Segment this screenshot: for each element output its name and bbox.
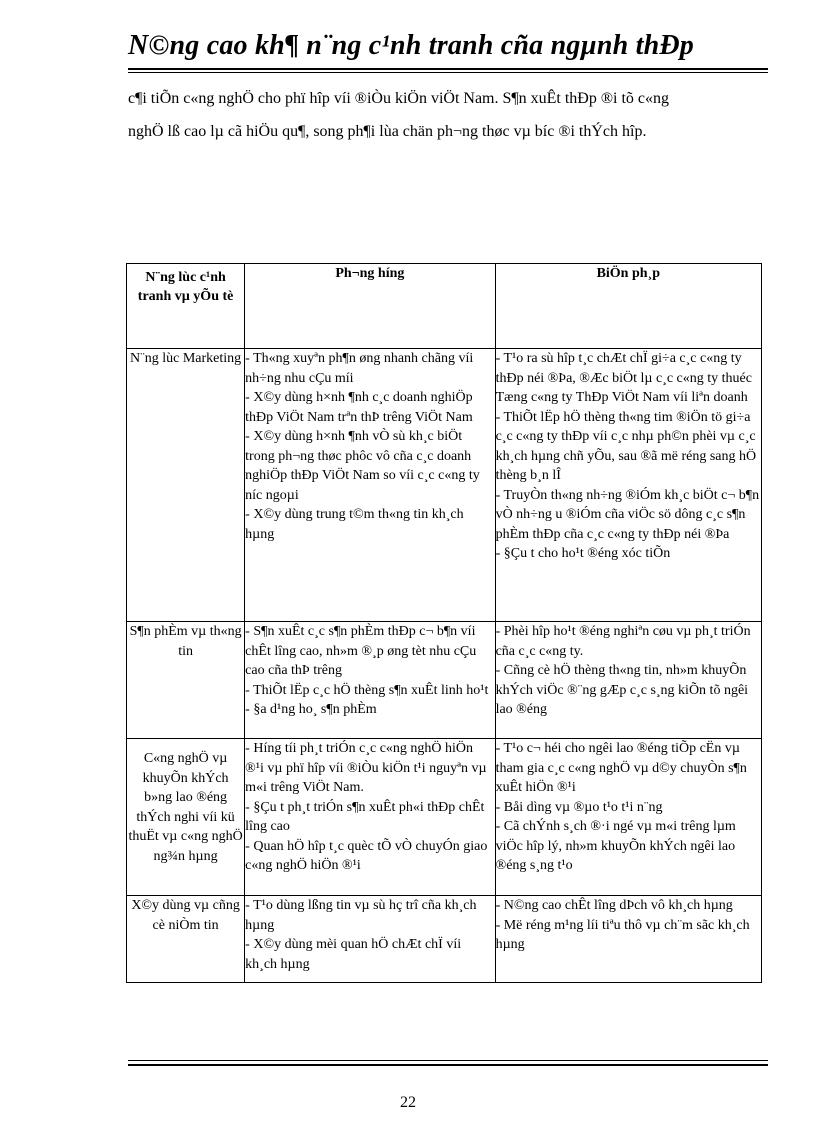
row-solutions xyxy=(495,349,761,622)
row-directions xyxy=(245,622,495,739)
row-factor: X©y dùng vµ cñng cè niÒm tin xyxy=(127,896,245,983)
solution-item: - TruyÒn th«ng nh÷ng ®iÓm kh¸c biÖt c¬ b¶n vÒ nh÷ng u ®iÓm cña viÖc sö dông c¸c s¶n phÈm thÐp cña c¸c c«ng ty thÐp néi ®Þa xyxy=(495,487,760,542)
direction-item: - X©y dùng trung t©m th«ng tin kh¸ch hµng xyxy=(245,507,464,542)
direction-item: - §Çu t ph¸t triÓn s¶n xuÊt ph«i thÐp chÊt lîng cao xyxy=(245,799,485,834)
row-directions xyxy=(245,349,495,622)
direction-item: - ThiÕt lËp c¸c hÖ thèng s¶n xuÊt linh ho¹t xyxy=(245,682,489,698)
direction-item: - X©y dùng h×nh ¶nh vÒ sù kh¸c biÖt trong ph¬ng thøc phôc vô cña c¸c doanh nghiÖp thÐp ViÖt Nam so víi c¸c c«ng ty níc ngoµi xyxy=(245,429,480,503)
table-row xyxy=(127,739,762,896)
header-direction: Ph¬ng híng xyxy=(245,264,495,349)
direction-item: - X©y dùng mèi quan hÖ chÆt chÏ víi kh¸ch hµng xyxy=(245,937,462,972)
strategy-table xyxy=(126,263,762,983)
solution-item: - Phèi hîp ho¹t ®éng nghiªn cøu vµ ph¸t triÓn cña c¸c c«ng ty. xyxy=(495,624,751,659)
intro-paragraph xyxy=(128,82,778,148)
row-factor: S¶n phÈm vµ th«ng tin xyxy=(127,622,245,739)
row-factor: C«ng nghÖ vµ khuyÕn khÝch b»ng lao ®éng thÝch nghi víi kü thuËt vµ c«ng nghÖ ng¾n hµng xyxy=(127,739,245,896)
footer-rule xyxy=(128,1060,768,1066)
page-header xyxy=(128,28,768,64)
solution-item: - Båi dìng vµ ®µo t¹o t¹i n¨ng xyxy=(495,799,663,815)
direction-item: - T¹o dùng lßng tin vµ sù hç trî cña kh¸ch hµng xyxy=(245,898,477,933)
page-title: N©ng cao kh¶ n¨ng c¹nh tranh cña ngµnh thÐp xyxy=(128,30,694,61)
solution-item: - T¹o ra sù hîp t¸c chÆt chÏ gi÷a c¸c c«ng ty thÐp néi ®Þa, ®Æc biÖt lµ c¸c c«ng ty thuéc Tæng c«ng ty ThÐp ViÖt Nam víi liªn doanh xyxy=(495,351,752,405)
page-number: 22 xyxy=(400,1094,416,1111)
row-factor: N¨ng lùc Marketing xyxy=(127,349,245,622)
direction-item: - Th«ng xuyªn ph¶n øng nhanh chãng víi nh÷ng nhu cÇu míi xyxy=(245,351,474,386)
header-solution: BiÖn ph¸p xyxy=(495,264,761,349)
table-row xyxy=(127,349,762,622)
row-solutions xyxy=(495,622,761,739)
table-header-row xyxy=(127,264,762,349)
direction-item: - Quan hÖ hîp t¸c quèc tÕ vÒ chuyÓn giao c«ng nghÖ hiÖn ®¹i xyxy=(245,838,488,873)
header-rule xyxy=(128,68,768,73)
solution-item: - N©ng cao chÊt lîng dÞch vô kh¸ch hµng xyxy=(495,898,733,913)
solution-item: - Cñng cè hÖ thèng th«ng tin, nh»m khuyÕn khÝch viÖc ®¨ng gÆp c¸c s¸ng kiÕn tõ ngêi lao ®éng xyxy=(495,663,749,717)
solution-item: - ThiÕt lËp hÖ thèng th«ng tim ®iÖn tö gi÷a c¸c c«ng ty thÐp víi c¸c nhµ ph©n phèi vµ c¸c kh¸ch hµng chñ yÕu, sau ®ã më réng sang hÖ thèng b¸n lÎ xyxy=(495,409,757,483)
intro-line: c¶i tiÕn c«ng nghÖ cho phï hîp víi ®iÒu kiÖn viÖt Nam. S¶n xuÊt thÐp ®i tõ c«ng xyxy=(128,90,669,107)
table-row xyxy=(127,896,762,983)
direction-item: - X©y dùng h×nh ¶nh c¸c doanh nghiÖp thÐp ViÖt Nam trªn thÞ trêng ViÖt Nam xyxy=(245,390,473,425)
table-row xyxy=(127,622,762,739)
direction-item: - §a d¹ng ho¸ s¶n phÈm xyxy=(245,702,377,717)
solution-item: - §Çu t cho ho¹t ®éng xóc tiÕn xyxy=(495,546,671,561)
solution-item: - Më réng m¹ng líi tiªu thô vµ ch¨m sãc kh¸ch hµng xyxy=(495,917,750,952)
solution-item: - T¹o c¬ héi cho ngêi lao ®éng tiÕp cËn vµ tham gia c¸c c«ng nghÖ vµ d©y chuyÒn s¶n xuÊt hiÖn ®¹i xyxy=(495,741,747,795)
header-factor: N¨ng lùc c¹nh tranh vµ yÕu tè xyxy=(127,264,245,349)
row-directions xyxy=(245,739,495,896)
row-solutions xyxy=(495,739,761,896)
intro-line: nghÖ lß cao lµ cã hiÖu qu¶, song ph¶i lùa chän ph¬ng thøc vµ bíc ®i thÝch hîp. xyxy=(128,123,647,140)
row-directions xyxy=(245,896,495,983)
solution-item: - Cã chÝnh s¸ch ®·i ngé vµ m«i trêng lµm viÖc hîp lý, nh»m khuyÕn khÝch ngêi lao ®éng s¸ng t¹o xyxy=(495,819,736,873)
direction-item: - S¶n xuÊt c¸c s¶n phÈm thÐp c¬ b¶n víi chÊt lîng cao, nh»m ®¸p øng tèt nhu cÇu cao cña thÞ trêng xyxy=(245,624,477,678)
row-solutions xyxy=(495,896,761,983)
direction-item: - Híng tíi ph¸t triÓn c¸c c«ng nghÖ hiÖn ®¹i vµ phï hîp víi ®iÒu kiÖn t¹i nguyªn vµ m«i trêng ViÖt Nam. xyxy=(245,741,487,795)
